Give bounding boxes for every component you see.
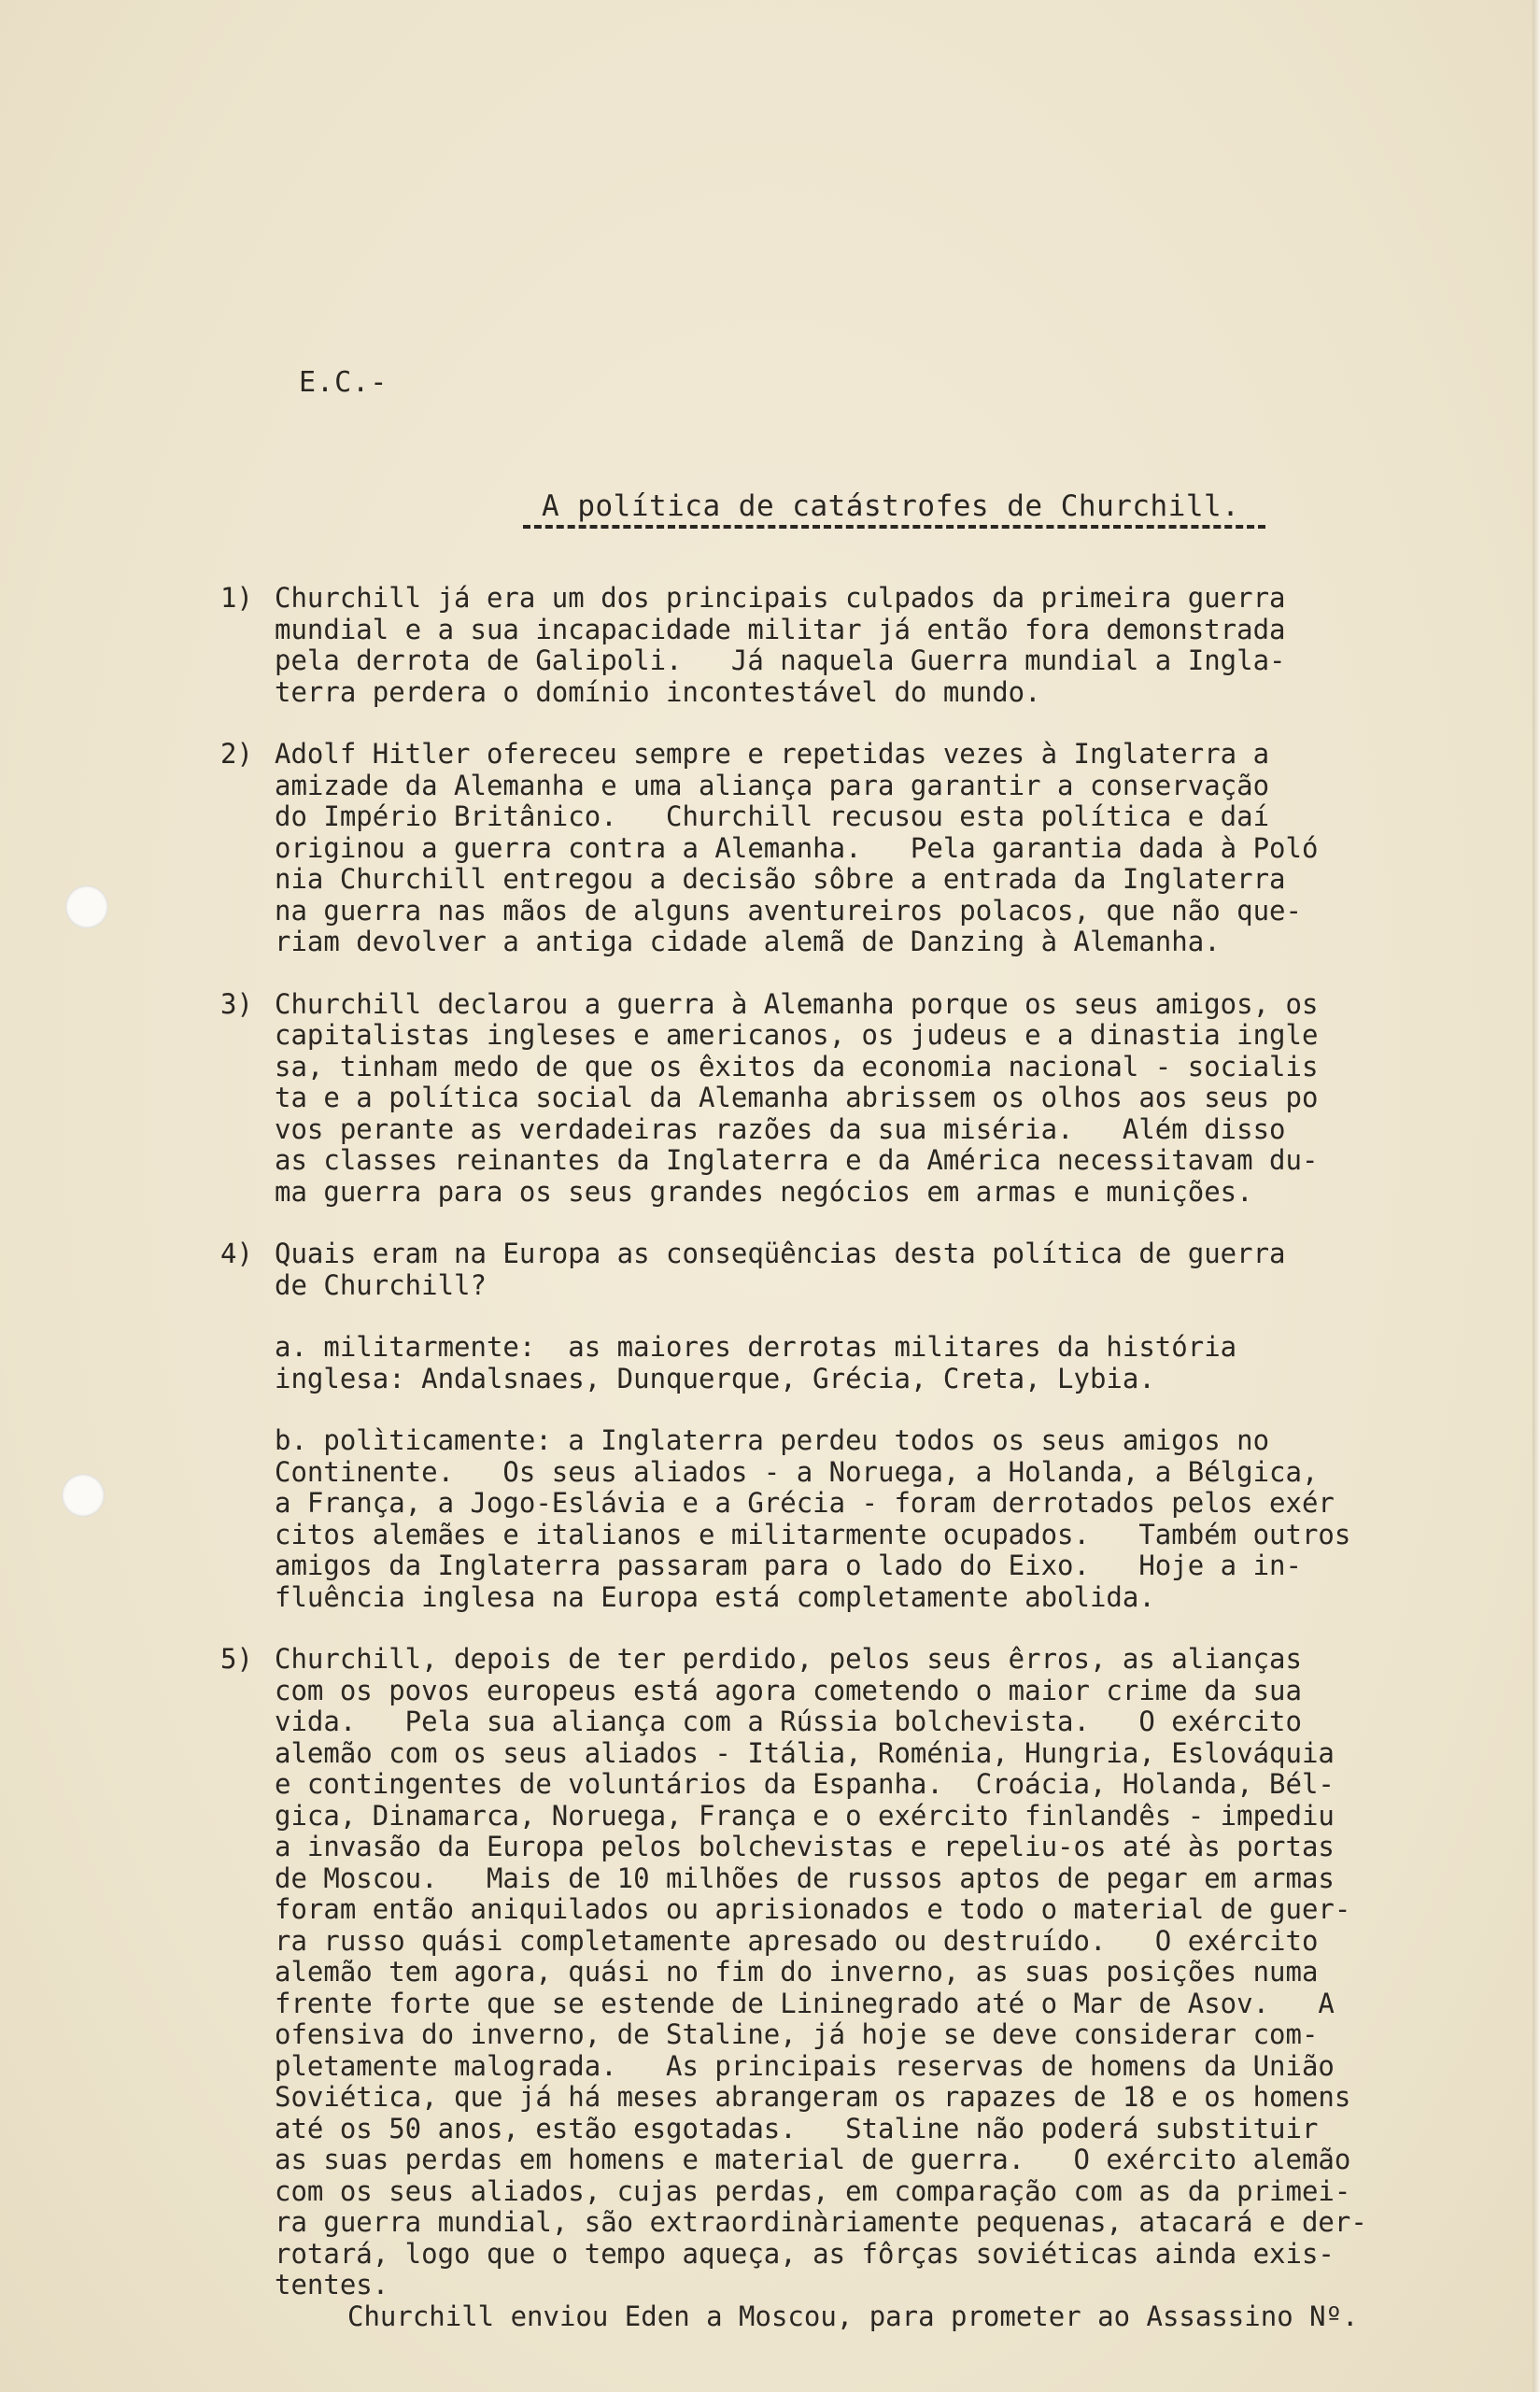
- paragraph: Churchill declarou a guerra à Alemanha porque os seus amigos, os capitalistas ingleses e americanos, os judeus e a dinastia ingle sa, tinham medo de que os êxitos da economia nacional - socialis ta e a política social da Alemanha abrissem os olhos aos seus po vos perante as verdadeiras razões da sua miséria. Além disso as classes reinantes da Inglaterra e da América necessitavam du- ma guerra para os seus grandes negócios em armas e munições.: [275, 987, 1319, 1208]
- list-item: [220, 739, 1519, 958]
- item-number: 3): [220, 987, 253, 1020]
- header-code: E.C.-: [299, 366, 389, 399]
- paragraph: Quais eram na Europa as conseqüências desta política de guerra de Churchill?: [275, 1238, 1286, 1301]
- paragraph: Churchill já era um dos principais culpados da primeira guerra mundial e a sua incapacidade militar já então fora demonstrada pela derrota de Galipoli. Já naquela Guerra mundial a Ingla- terra perdera o domínio incontestável do mundo.: [275, 582, 1286, 708]
- paragraph: Adolf Hitler ofereceu sempre e repetidas vezes à Inglaterra a amizade da Alemanha e uma aliança para garantir a conservação do Império Britânico. Churchill recusou esta política e daí originou a guerra contra a Alemanha. Pela garantia dada à Poló nia Churchill entregou a decisão sôbre a entrada da Inglaterra na guerra nas mãos de alguns aventureiros polacos, que não que- riam devolver a antiga cidade alemã de Danzing à Alemanha.: [275, 738, 1319, 957]
- paragraph: Churchill, depois de ter perdido, pelos seus êrros, as alianças com os povos europeus está agora cometendo o maior crime da sua vida. Pela sua aliança com a Rússia bolchevista. O exército alemão com os seus aliados - Itália, Roménia, Hungria, Eslováquia e contingentes de voluntários da Espanha. Croácia, Holanda, Bél- gica, Dinamarca, Noruega, França e o exército finlandês - impediu a invasão da Europa pelos bolchevistas e repeliu-os até às portas de Moscou. Mais de 10 milhões de russos aptos de pegar em armas foram então aniquilados ou aprisionados e todo o material de guer- ra russo quási completamente apresado ou destruído. O exército alemão tem agora, quási no fim do inverno, as suas posições numa frente forte que se estende de Lininegrado até o Mar de Asov. A ofensiva do inverno, de Staline, já hoje se deve considerar com- pletamente malograda. As principais reservas de homens da União Soviética, que já há meses abrangeram os rapazes de 18 e os homens até os 50 anos, estão esgotadas. Staline não poderá substituir as suas perdas em homens e material de guerra. O exército alemão com os seus aliados, cujas perdas, em comparação com as da primei- ra guerra mundial, são extraordinàriamente pequenas, atacará e der- rotará, logo que o tempo aqueça, as fôrças soviéticas ainda exis- tentes.: [275, 1643, 1367, 2300]
- item-number: 4): [220, 1238, 253, 1269]
- item-number: 2): [220, 738, 253, 770]
- sub-paragraph-b: b. polìticamente: a Inglaterra perdeu todos os seus amigos no Continente. Os seus aliados - a Noruega, a Holanda, a Bélgica, a França, a Jogo-Eslávia e a Grécia - foram derrotados pelos exér citos alemães e italianos e militarmente ocupados. Também outros amigos da Inglaterra passaram para o lado do Eixo. Hoje a in- fluência inglesa na Europa está completamente abolida.: [275, 1424, 1351, 1613]
- continuation-line: Churchill enviou Eden a Moscou, para prometer ao Assassino Nº.: [347, 2300, 1359, 2332]
- list-item: [220, 1238, 1519, 1613]
- punch-hole: [65, 885, 108, 928]
- paper-edge: [1533, 0, 1540, 2392]
- title-underline: [523, 525, 1265, 529]
- document-title: A política de catástrofes de Churchill.: [542, 489, 1240, 523]
- list-item: [220, 989, 1519, 1209]
- punch-hole: [62, 1474, 105, 1517]
- list-item: [220, 583, 1519, 708]
- numbered-list: [220, 583, 1519, 2363]
- item-number: 5): [220, 1643, 253, 1675]
- list-item: [220, 1644, 1519, 2332]
- sub-paragraph-a: a. militarmente: as maiores derrotas militares da história inglesa: Andalsnaes, Dunquerque, Grécia, Creta, Lybia.: [275, 1331, 1237, 1394]
- item-number: 1): [220, 582, 253, 614]
